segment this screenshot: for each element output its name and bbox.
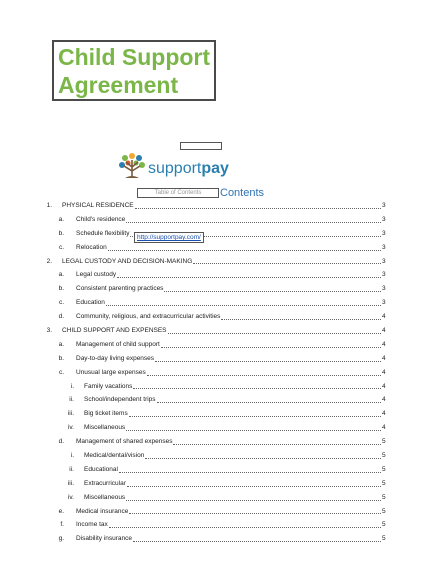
toc-entry-number: c. (58, 299, 64, 307)
toc-entry-label[interactable]: Unusual large expenses (76, 368, 146, 376)
toc-entry-page: 3 (382, 229, 386, 237)
toc-entry-page: 4 (382, 396, 386, 404)
hyperlink-tooltip[interactable]: http://supportpay.com/ (134, 232, 204, 243)
toc-entry-label[interactable]: Miscellaneous (84, 493, 126, 501)
toc-entry-number: d. (58, 313, 64, 321)
toc-entry-label[interactable]: Big ticket items (84, 410, 128, 418)
toc-entry-page: 3 (382, 215, 386, 223)
toc-entry-label[interactable]: Legal custody (76, 271, 117, 279)
logo-word-support: support (148, 160, 202, 177)
toc-entry[interactable] (40, 199, 398, 213)
toc-entry-number: 1. (46, 201, 52, 209)
toc-entry-page: 3 (382, 299, 386, 307)
toc-entry-label[interactable]: School/independent trips (84, 396, 156, 404)
toc-entry[interactable] (40, 338, 398, 352)
toc-entry-page: 5 (382, 521, 386, 529)
toc-entry-page: 4 (382, 410, 386, 418)
toc-dot-leader (126, 222, 381, 223)
toc-entry-number: f. (60, 521, 64, 529)
toc-entry-page: 5 (382, 465, 386, 473)
toc-dot-leader (168, 333, 381, 334)
toc-dot-leader (129, 513, 381, 514)
toc-entry[interactable] (40, 352, 398, 366)
toc-entry-number: ii. (69, 396, 74, 404)
toc-entry-label[interactable]: Miscellaneous (84, 424, 126, 432)
toc-entry[interactable] (40, 241, 398, 255)
toc-entry-label[interactable]: Family vacations (84, 382, 133, 390)
toc-entry[interactable] (40, 227, 398, 241)
toc-dot-leader (117, 277, 381, 278)
toc-entry-label[interactable]: Educational (84, 465, 118, 473)
toc-dot-leader (133, 541, 381, 542)
toc-entry-page: 3 (382, 271, 386, 279)
toc-entry[interactable] (40, 366, 398, 380)
toc-entry-page: 4 (382, 326, 386, 334)
toc-entry-label[interactable]: Disability insurance (76, 535, 132, 543)
toc-entry-number: a. (58, 340, 64, 348)
toc-entry-label[interactable]: Extracurricular (84, 479, 126, 487)
toc-dot-leader (126, 500, 381, 501)
toc-entry-page: 5 (382, 535, 386, 543)
toc-entry-page: 5 (382, 493, 386, 501)
toc-entry[interactable] (40, 255, 398, 269)
toc-dot-leader (127, 486, 381, 487)
toc-entry-page: 3 (382, 201, 386, 209)
supportpay-tree-logo-icon (116, 152, 148, 182)
toc-entry-page: 4 (382, 354, 386, 362)
toc-dot-leader (161, 347, 381, 348)
toc-entry-label[interactable]: PHYSICAL RESIDENCE (62, 201, 134, 209)
toc-dot-leader (164, 291, 381, 292)
toc-entry-page: 5 (382, 438, 386, 446)
toc-entry-label[interactable]: Medical/dental/vision (84, 451, 145, 459)
toc-entry[interactable] (40, 435, 398, 449)
toc-entry[interactable] (40, 449, 398, 463)
toc-entry[interactable] (40, 282, 398, 296)
toc-dot-leader (106, 305, 381, 306)
toc-dot-leader (133, 388, 381, 389)
toc-entry[interactable] (40, 213, 398, 227)
toc-entry-label[interactable]: Consistent parenting practices (76, 285, 164, 293)
toc-entry-page: 4 (382, 424, 386, 432)
toc-entry[interactable] (40, 477, 398, 491)
toc-dot-leader (173, 444, 381, 445)
toc-entry-number: i. (70, 382, 74, 390)
toc-entry[interactable] (40, 268, 398, 282)
toc-entry[interactable] (40, 407, 398, 421)
toc-entry-number: i. (70, 451, 74, 459)
toc-entry-number: b. (58, 354, 64, 362)
toc-entry[interactable] (40, 421, 398, 435)
toc-entry-number: 2. (46, 257, 52, 265)
toc-entry-page: 5 (382, 451, 386, 459)
title-line-2: Agreement (58, 72, 179, 98)
toc-entry[interactable] (40, 393, 398, 407)
toc-entry-page: 3 (382, 257, 386, 265)
toc-entry-number: b. (58, 285, 64, 293)
toc-entry-number: iii. (67, 410, 74, 418)
toc-entry-page: 4 (382, 313, 386, 321)
toc-entry-label[interactable]: Child's residence (76, 215, 126, 223)
toc-entry[interactable] (40, 310, 398, 324)
toc-entry-page: 4 (382, 368, 386, 376)
toc-entry-number: iv. (67, 493, 74, 501)
toc-entry-page: 4 (382, 340, 386, 348)
toc-entry-page: 3 (382, 285, 386, 293)
toc-hidden-heading: Table of Contents (137, 188, 219, 198)
toc-entry-label[interactable]: CHILD SUPPORT AND EXPENSES (62, 326, 167, 334)
toc-dot-leader (157, 402, 381, 403)
toc-entry-number: b. (58, 229, 64, 237)
toc-entry-label[interactable]: Management of child support (76, 340, 160, 348)
toc-entry-page: 5 (382, 479, 386, 487)
toc-entry[interactable] (40, 532, 398, 546)
toc-entry-number: c. (58, 243, 64, 251)
toc-entry-number: a. (58, 215, 64, 223)
table-of-contents (40, 199, 398, 546)
toc-entry[interactable] (40, 491, 398, 505)
toc-entry-number: a. (58, 271, 64, 279)
toc-entry-label[interactable]: Day-to-day living expenses (76, 354, 155, 362)
toc-dot-leader (109, 527, 381, 528)
toc-entry-label[interactable]: Management of shared expenses (76, 438, 173, 446)
toc-dot-leader (147, 375, 381, 376)
toc-entry[interactable] (40, 518, 398, 532)
toc-entry-number: iv. (67, 424, 74, 432)
toc-dot-leader (135, 208, 381, 209)
toc-dot-leader (108, 250, 381, 251)
document-title-box (52, 40, 216, 101)
logo-word-pay: pay (201, 160, 229, 177)
toc-entry-label[interactable]: Relocation (76, 243, 107, 251)
toc-entry-label[interactable]: LEGAL CUSTODY AND DECISION-MAKING (62, 257, 193, 265)
toc-entry[interactable] (40, 380, 398, 394)
toc-entry[interactable] (40, 296, 398, 310)
toc-entry[interactable] (40, 324, 398, 338)
toc-entry-label[interactable]: Income tax (76, 521, 108, 529)
title-line-1: Child Support (58, 44, 211, 70)
contents-heading: Contents (220, 187, 265, 199)
toc-dot-leader (129, 416, 381, 417)
toc-entry-label[interactable]: Medical insurance (76, 507, 129, 515)
toc-entry-page: 3 (382, 243, 386, 251)
toc-dot-leader (145, 458, 381, 459)
toc-dot-leader (119, 472, 381, 473)
toc-entry-number: ii. (69, 465, 74, 473)
empty-frame (180, 142, 222, 150)
toc-entry-label[interactable]: Schedule flexibility (76, 229, 130, 237)
toc-entry-page: 4 (382, 382, 386, 390)
toc-dot-leader (126, 430, 381, 431)
toc-entry-number: d. (58, 438, 64, 446)
supportpay-logo-text (148, 160, 229, 178)
toc-dot-leader (221, 319, 381, 320)
toc-entry-number: c. (58, 368, 64, 376)
toc-entry-number: e. (58, 507, 64, 515)
toc-dot-leader (155, 361, 381, 362)
toc-entry[interactable] (40, 505, 398, 519)
toc-entry-number: g. (58, 535, 64, 543)
toc-entry[interactable] (40, 463, 398, 477)
toc-entry-page: 5 (382, 507, 386, 515)
toc-dot-leader (193, 263, 381, 264)
toc-entry-label[interactable]: Education (76, 299, 105, 307)
toc-entry-number: 3. (46, 326, 52, 334)
toc-entry-label[interactable]: Community, religious, and extracurricular activities (76, 313, 221, 321)
toc-entry-number: iii. (67, 479, 74, 487)
